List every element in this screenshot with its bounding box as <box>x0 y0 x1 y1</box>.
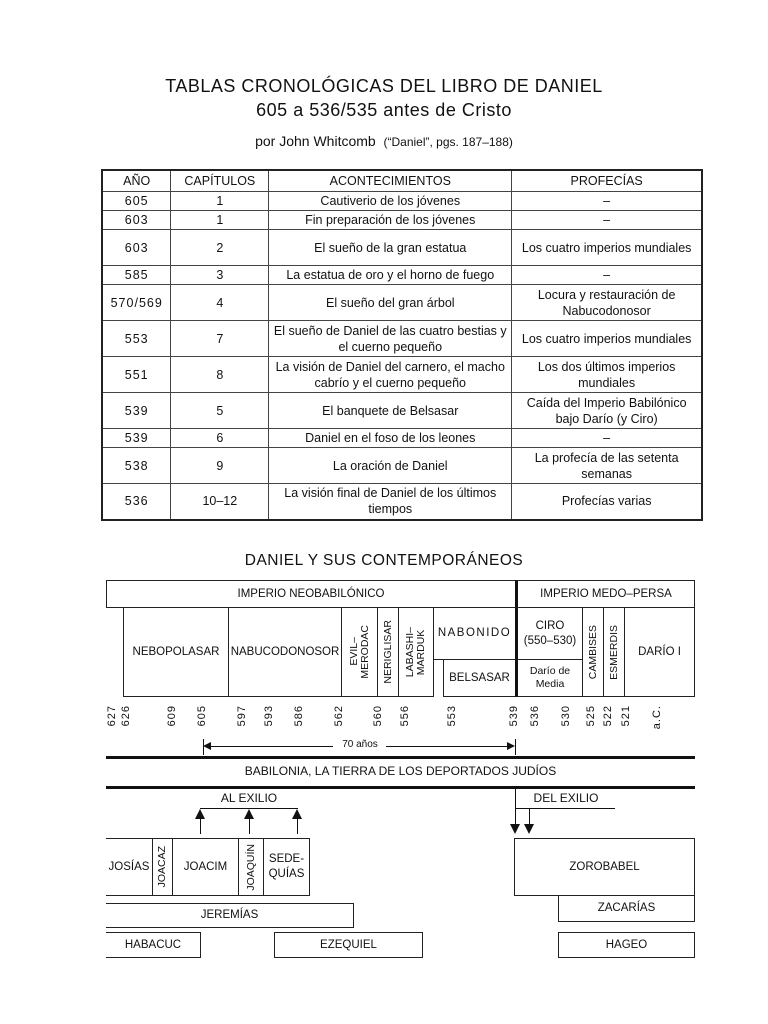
arrow-left-icon <box>203 742 211 750</box>
prophecy-cell: – <box>512 211 702 230</box>
king-evil-merodac-label: EVIL– MERODAC <box>347 625 371 679</box>
babylon-banner: BABILONIA, LA TIERRA DE LOS DEPORTADOS JUDÍOS <box>244 764 557 778</box>
chapter-cell: 9 <box>171 448 269 484</box>
table-row <box>102 266 702 285</box>
document-subtitle: 605 a 536/535 antes de Cristo <box>256 100 512 120</box>
year-label: 627 <box>106 705 118 727</box>
year-cell: 585 <box>102 266 171 285</box>
event-cell: El banquete de Belsasar <box>269 393 512 429</box>
event-cell: El sueño de la gran estatua <box>269 230 512 266</box>
king-neriglisar-label: NERIGLISAR <box>381 620 394 684</box>
year-cell: 603 <box>102 230 171 266</box>
table-row <box>102 321 702 357</box>
empire-neobabylonian-label: IMPERIO NEOBABILÓNICO <box>237 587 385 600</box>
arrow-shaft <box>529 808 530 824</box>
arrow-up-icon <box>195 809 205 819</box>
timeline-title: DANIEL Y SUS CONTEMPORÁNEOS <box>244 552 524 569</box>
byline <box>0 133 768 149</box>
person-joaquin-label: JOAQUÍN <box>244 843 257 891</box>
king-dario-de-media <box>515 659 583 697</box>
king-cambises <box>582 607 604 697</box>
empire-neobabylonian <box>106 580 516 608</box>
prophecy-cell: – <box>512 266 702 285</box>
person-joacaz <box>152 838 173 896</box>
table-header-row <box>102 170 702 192</box>
col-header-year: AÑO <box>102 170 171 192</box>
seventy-years-right-tick <box>515 739 516 755</box>
chapter-cell: 3 <box>171 266 269 285</box>
king-ciro-years: (550–530) <box>523 634 577 647</box>
byline-author: por John Whitcomb <box>255 133 376 149</box>
chapter-cell: 1 <box>171 192 269 211</box>
al-exilio-label: AL EXILIO <box>220 791 278 805</box>
year-label: 597 <box>236 705 248 727</box>
babylon-bottom-rule <box>106 786 695 789</box>
king-labashi-marduk <box>398 607 434 697</box>
year-label: 539 <box>508 705 520 727</box>
del-exilio-vertical <box>515 788 516 824</box>
arrow-up-icon <box>244 809 254 819</box>
table-row <box>102 429 702 448</box>
year-label: 560 <box>372 705 384 727</box>
table-row <box>102 448 702 484</box>
arrow-up-icon <box>292 809 302 819</box>
person-jeremias-label: JEREMÍAS <box>200 909 259 921</box>
king-dario-i-label: DARÍO I <box>638 645 681 658</box>
chapter-cell: 5 <box>171 393 269 429</box>
person-zacarias <box>558 895 695 922</box>
prophecy-cell: – <box>512 429 702 448</box>
person-joacaz-label: JOACAZ <box>156 846 168 888</box>
king-cambises-label: CAMBISES <box>586 624 599 680</box>
event-cell: La oración de Daniel <box>269 448 512 484</box>
table-row <box>102 484 702 520</box>
year-label: 593 <box>263 705 275 727</box>
byline-reference: (“Daniel”, pgs. 187–188) <box>383 135 513 149</box>
person-hageo <box>558 932 695 958</box>
event-cell: Daniel en el foso de los leones <box>269 429 512 448</box>
year-cell: 603 <box>102 211 171 230</box>
king-belsasar <box>443 659 516 697</box>
year-label: 605 <box>196 705 208 727</box>
arrow-shaft <box>297 818 298 834</box>
event-cell: La estatua de oro y el horno de fuego <box>269 266 512 285</box>
king-nebopolasar-label: NEBOPOLASAR <box>132 645 220 658</box>
person-jeremias <box>106 903 354 928</box>
chronology-table <box>101 169 703 521</box>
col-header-events: ACONTECIMIENTOS <box>269 170 512 192</box>
col-header-chapters: CAPÍTULOS <box>171 170 269 192</box>
prophecy-cell: Profecías varias <box>512 484 702 520</box>
arrow-shaft <box>200 818 201 834</box>
king-esmerdis-label: ESMERDIS <box>607 624 620 680</box>
person-zorobabel <box>514 838 695 896</box>
seventy-years-label: 70 años <box>342 739 378 750</box>
king-ciro <box>515 607 583 660</box>
chapter-cell: 2 <box>171 230 269 266</box>
arrow-shaft <box>249 818 250 834</box>
king-labashi-marduk-label: LABASHI– MARDUK <box>404 626 427 678</box>
event-cell: Cautiverio de los jóvenes <box>269 192 512 211</box>
prophecy-cell: Locura y restauración de Nabucodonosor <box>512 285 702 321</box>
table-row <box>102 285 702 321</box>
year-label: 562 <box>333 705 345 727</box>
document-title: TABLAS CRONOLÓGICAS DEL LIBRO DE DANIEL <box>165 76 603 96</box>
chapter-cell: 4 <box>171 285 269 321</box>
chapter-cell: 10–12 <box>171 484 269 520</box>
table-row <box>102 393 702 429</box>
person-ezequiel <box>274 932 423 958</box>
era-label: a.C. <box>651 705 663 730</box>
year-cell: 539 <box>102 429 171 448</box>
chapter-cell: 8 <box>171 357 269 393</box>
table-row <box>102 211 702 230</box>
chapter-cell: 6 <box>171 429 269 448</box>
year-label: 536 <box>529 705 541 727</box>
year-cell: 605 <box>102 192 171 211</box>
year-cell: 551 <box>102 357 171 393</box>
person-ezequiel-label: EZEQUIEL <box>320 938 377 951</box>
year-label: 586 <box>293 705 305 727</box>
year-cell: 553 <box>102 321 171 357</box>
king-nebopolasar <box>123 607 229 697</box>
king-nabonido <box>433 607 516 660</box>
king-esmerdis <box>603 607 625 697</box>
year-label: 530 <box>560 705 572 727</box>
prophecy-cell: Los cuatro imperios mundiales <box>512 321 702 357</box>
year-cell: 539 <box>102 393 171 429</box>
prophecy-cell: Caída del Imperio Babilónico bajo Darío (y Ciro) <box>512 393 702 429</box>
empire-medo-persian-label: IMPERIO MEDO–PERSA <box>540 587 672 600</box>
person-joaquin <box>238 838 264 896</box>
table-row <box>102 230 702 266</box>
king-nabucodonosor <box>228 607 342 697</box>
chapter-cell: 7 <box>171 321 269 357</box>
year-cell: 536 <box>102 484 171 520</box>
year-cell: 538 <box>102 448 171 484</box>
person-habacuc-label: HABACUC <box>124 938 182 951</box>
arrow-down-icon <box>510 824 520 834</box>
table-row <box>102 357 702 393</box>
king-evil-merodac <box>341 607 378 697</box>
person-sedequias <box>263 838 310 896</box>
king-dario-de-media-label: Darío de Media <box>529 665 571 690</box>
person-sedequias-label: SEDE- QUÍAS <box>268 853 305 880</box>
year-cell: 570/569 <box>102 285 171 321</box>
person-joacim-label: JOACIM <box>183 860 228 873</box>
prophecy-cell: Los cuatro imperios mundiales <box>512 230 702 266</box>
year-label: 609 <box>166 705 178 727</box>
table-row <box>102 192 702 211</box>
person-zorobabel-label: ZOROBABEL <box>569 860 640 873</box>
person-joacim <box>172 838 239 896</box>
king-neriglisar <box>377 607 399 697</box>
year-label: 521 <box>620 705 632 727</box>
seventy-years-line-right <box>386 746 510 747</box>
year-label: 626 <box>120 705 132 727</box>
event-cell: Fin preparación de los jóvenes <box>269 211 512 230</box>
king-nabonido-label: NABONIDO <box>437 627 512 639</box>
arrow-down-icon <box>524 824 534 834</box>
year-label: 522 <box>602 705 614 727</box>
prophecy-cell: Los dos últimos imperios mundiales <box>512 357 702 393</box>
person-josias <box>106 838 153 896</box>
king-belsasar-label: BELSASAR <box>449 671 510 684</box>
year-label: 553 <box>446 705 458 727</box>
del-exilio-label: DEL EXILIO <box>533 791 599 805</box>
seventy-years-line-left <box>208 746 333 747</box>
person-josias-label: JOSÍAS <box>108 860 150 873</box>
event-cell: La visión de Daniel del carnero, el macho cabrío y el cuerno pequeño <box>269 357 512 393</box>
arrow-right-icon <box>507 742 515 750</box>
event-cell: El sueño de Daniel de las cuatro bestias y el cuerno pequeño <box>269 321 512 357</box>
event-cell: La visión final de Daniel de los últimos tiempos <box>269 484 512 520</box>
empire-medo-persian <box>515 580 695 608</box>
person-habacuc <box>106 932 201 958</box>
prophecy-cell: – <box>512 192 702 211</box>
person-zacarias-label: ZACARÍAS <box>597 902 656 914</box>
king-dario-i <box>624 607 695 697</box>
king-nabucodonosor-label: NABUCODONOSOR <box>230 645 340 658</box>
year-label: 556 <box>399 705 411 727</box>
event-cell: El sueño del gran árbol <box>269 285 512 321</box>
del-exilio-line <box>515 808 615 809</box>
person-hageo-label: HAGEO <box>605 938 648 951</box>
chapter-cell: 1 <box>171 211 269 230</box>
year-label: 525 <box>585 705 597 727</box>
prophecy-cell: La profecía de las setenta semanas <box>512 448 702 484</box>
king-ciro-label: CIRO <box>535 619 565 632</box>
babylon-top-rule <box>106 756 695 759</box>
col-header-prophecies: PROFECÍAS <box>512 170 702 192</box>
